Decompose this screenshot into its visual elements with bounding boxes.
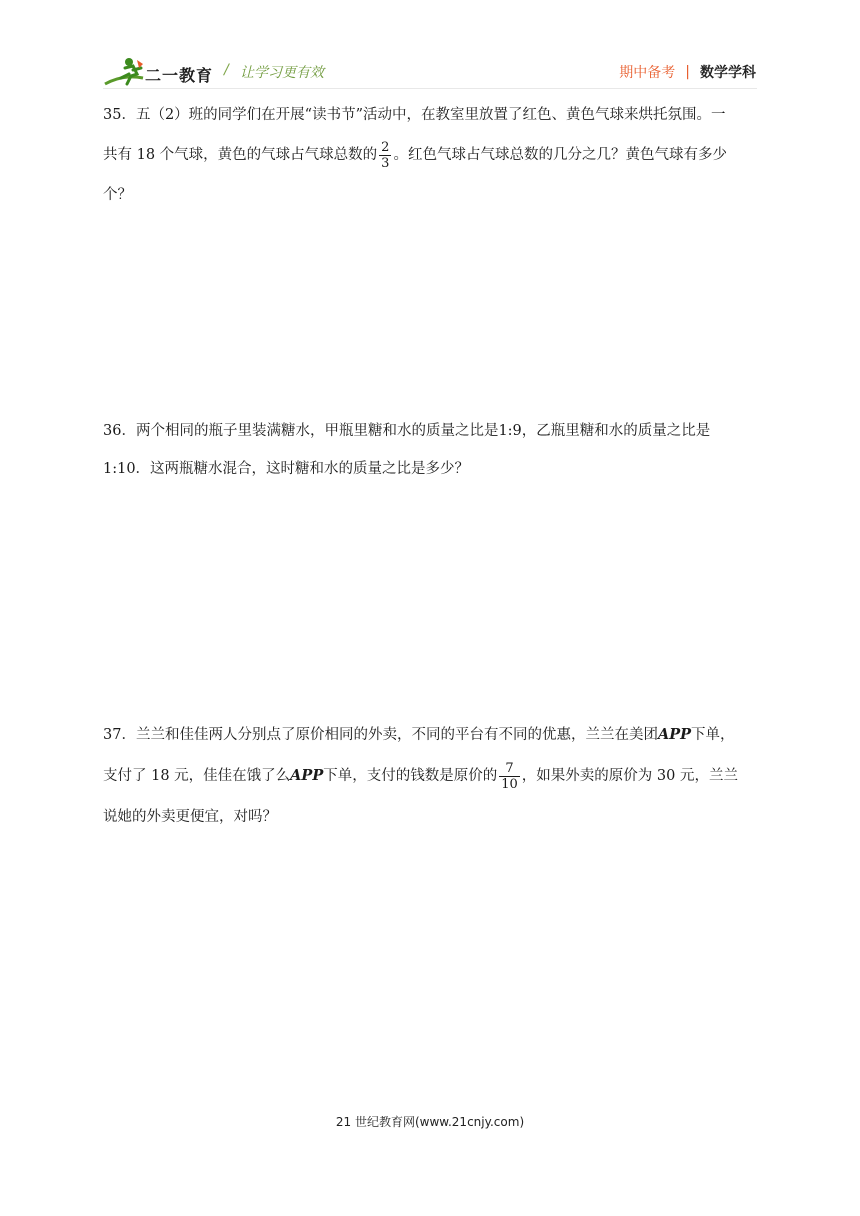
subject-label: 数学学科 xyxy=(700,65,756,81)
question-line xyxy=(103,716,759,754)
question-text: 支付了 18 元，佳佳在饿了么 xyxy=(103,768,291,784)
fraction-numerator: 2 xyxy=(381,139,390,155)
page-footer: 21 世纪教育网(www.21cnjy.com) xyxy=(335,1115,525,1129)
question-37 xyxy=(103,716,759,836)
header-right xyxy=(619,62,756,82)
header-separator: | xyxy=(685,64,690,80)
slogan-slash: / xyxy=(224,62,229,78)
fraction xyxy=(379,140,391,171)
logo-text: 二一教育 xyxy=(145,66,214,85)
question-text: 下单， xyxy=(691,727,735,743)
question-line: 说她的外卖更便宜，对吗？ xyxy=(103,809,277,825)
question-36 xyxy=(103,412,759,488)
app-label: APP xyxy=(290,767,324,784)
header-divider xyxy=(103,88,757,89)
question-text: 37．兰兰和佳佳两人分别点了原价相同的外卖，不同的平台有不同的优惠，兰兰在美团 xyxy=(103,727,658,743)
question-line: 个？ xyxy=(103,187,132,203)
question-line xyxy=(103,754,759,798)
question-text: ，如果外卖的原价为 30 元，兰兰 xyxy=(521,768,738,784)
question-35 xyxy=(103,96,759,214)
question-line xyxy=(103,134,759,176)
slogan: 让学习更有效 xyxy=(240,65,324,81)
fraction xyxy=(499,761,520,792)
fraction-numerator: 7 xyxy=(499,761,520,777)
app-label: APP xyxy=(657,726,692,743)
page-header xyxy=(0,0,860,92)
fraction-denominator: 3 xyxy=(381,155,390,171)
question-text: 。红色气球占气球总数的几分之几？黄色气球有多少 xyxy=(393,147,727,163)
question-text: 共有 18 个气球，黄色的气球占气球总数的 xyxy=(103,147,378,163)
exam-label: 期中备考 xyxy=(619,65,676,81)
question-line: 1:10．这两瓶糖水混合，这时糖和水的质量之比是多少？ xyxy=(103,461,470,477)
fraction-denominator: 10 xyxy=(501,776,518,792)
question-line: 35．五（2）班的同学们在开展“读书节”活动中，在教室里放置了红色、黄色气球来烘托氛围。一 xyxy=(103,107,726,123)
question-text: 下单，支付的钱数是原价的 xyxy=(323,768,498,784)
question-line: 36．两个相同的瓶子里装满糖水，甲瓶里糖和水的质量之比是1:9，乙瓶里糖和水的质量之比是 xyxy=(103,423,711,439)
